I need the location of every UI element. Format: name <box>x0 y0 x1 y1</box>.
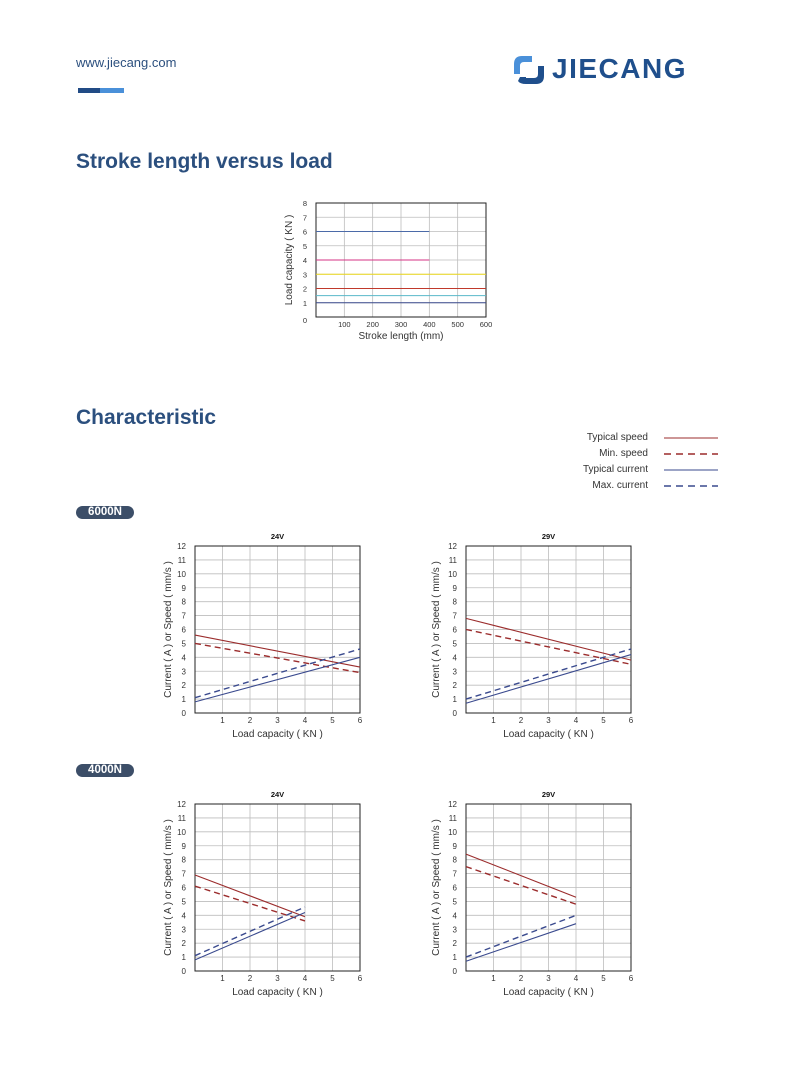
y-tick-label: 1 <box>452 695 457 705</box>
y-tick-label: 8 <box>302 199 307 208</box>
chart-4000n-24v <box>160 786 375 1006</box>
y-tick-label: 4 <box>452 911 457 921</box>
stroke-section-title: Stroke length versus load <box>76 150 333 173</box>
y-tick-label: 4 <box>302 256 307 265</box>
y-axis-label: Current ( A ) or Speed ( mm/s ) <box>163 819 174 956</box>
x-tick-label: 1 <box>220 974 225 983</box>
website-url[interactable]: www.jiecang.com <box>76 55 177 70</box>
legend-label-max-current: Max. current <box>592 480 648 491</box>
y-tick-label: 3 <box>452 925 457 935</box>
x-tick-label: 6 <box>628 974 634 983</box>
y-tick-label: 12 <box>177 542 186 551</box>
y-tick-label: 6 <box>302 227 307 237</box>
y-tick-label: 8 <box>181 597 186 607</box>
y-tick-label: 9 <box>181 841 186 851</box>
y-tick-label: 11 <box>177 813 186 823</box>
x-axis-label: Load capacity ( KN ) <box>503 729 594 740</box>
y-tick-label: 5 <box>452 897 457 907</box>
y-tick-label: 12 <box>177 800 186 809</box>
y-tick-label: 1 <box>302 298 307 308</box>
x-axis-label: Load capacity ( KN ) <box>232 729 323 740</box>
y-tick-label: 11 <box>448 813 457 823</box>
x-tick-label: 1 <box>491 716 496 725</box>
y-tick-label: 8 <box>452 597 457 607</box>
y-tick-label: 0 <box>302 316 307 325</box>
brand-name: JIECANG <box>552 53 687 84</box>
x-tick-label: 4 <box>573 974 579 983</box>
brand-logo <box>512 52 722 88</box>
y-tick-label: 0 <box>181 709 186 718</box>
y-tick-label: 9 <box>452 583 457 593</box>
y-tick-label: 11 <box>177 555 186 565</box>
legend-swatches <box>660 430 722 494</box>
y-tick-label: 6 <box>452 883 457 893</box>
y-tick-label: 1 <box>181 695 186 705</box>
y-tick-label: 2 <box>452 681 457 691</box>
y-tick-label: 10 <box>448 569 457 579</box>
x-tick-label: 3 <box>546 716 551 725</box>
accent-bar-dark <box>78 88 100 93</box>
y-axis-label: Load capacity ( KN ) <box>284 214 295 306</box>
y-tick-label: 4 <box>181 911 186 921</box>
x-tick-label: 5 <box>330 716 335 725</box>
x-tick-label: 1 <box>491 974 496 983</box>
y-tick-label: 1 <box>181 953 186 963</box>
x-tick-label: 2 <box>518 974 524 983</box>
x-tick-label: 3 <box>546 974 551 983</box>
y-tick-label: 8 <box>181 855 186 865</box>
header-accent-bar <box>78 88 124 93</box>
y-tick-label: 8 <box>452 855 457 865</box>
y-tick-label: 0 <box>452 709 457 718</box>
y-tick-label: 0 <box>452 967 457 976</box>
y-axis-label: Current ( A ) or Speed ( mm/s ) <box>431 819 442 956</box>
y-tick-label: 0 <box>181 967 186 976</box>
chart-title: 24V <box>270 532 285 541</box>
y-axis-label: Current ( A ) or Speed ( mm/s ) <box>163 561 174 698</box>
y-axis-label: Current ( A ) or Speed ( mm/s ) <box>431 561 442 698</box>
x-tick-label: 3 <box>275 974 280 983</box>
x-tick-label: 400 <box>423 320 436 329</box>
chart-title: 29V <box>541 790 556 799</box>
x-tick-label: 2 <box>518 716 524 725</box>
x-tick-label: 6 <box>357 974 363 983</box>
y-tick-label: 7 <box>181 869 186 879</box>
accent-bar-light <box>100 88 124 93</box>
x-tick-label: 1 <box>220 716 225 725</box>
y-tick-label: 2 <box>302 284 307 294</box>
x-tick-label: 4 <box>573 716 579 725</box>
y-tick-label: 12 <box>448 800 457 809</box>
y-tick-label: 2 <box>452 939 457 949</box>
chart-4000n-29v <box>428 786 643 1006</box>
legend-label-min-speed: Min. speed <box>599 448 648 459</box>
x-tick-label: 4 <box>302 716 308 725</box>
y-tick-label: 3 <box>302 270 307 280</box>
y-tick-label: 3 <box>452 667 457 677</box>
y-tick-label: 7 <box>452 869 457 879</box>
y-tick-label: 10 <box>448 827 457 837</box>
x-tick-label: 100 <box>338 320 351 329</box>
legend-label-typical-speed: Typical speed <box>586 432 648 443</box>
x-tick-label: 5 <box>330 974 335 983</box>
y-tick-label: 12 <box>448 542 457 551</box>
y-tick-label: 5 <box>302 241 307 251</box>
y-tick-label: 6 <box>181 883 186 893</box>
y-tick-label: 5 <box>181 639 186 649</box>
x-tick-label: 6 <box>628 716 634 725</box>
y-tick-label: 10 <box>177 827 186 837</box>
y-tick-label: 10 <box>177 569 186 579</box>
y-tick-label: 2 <box>181 939 186 949</box>
y-tick-label: 11 <box>448 555 457 565</box>
x-tick-label: 5 <box>601 716 606 725</box>
y-tick-label: 7 <box>181 611 186 621</box>
characteristic-section-title: Characteristic <box>76 406 217 429</box>
y-tick-label: 7 <box>302 213 307 223</box>
y-tick-label: 1 <box>452 953 457 963</box>
x-tick-label: 4 <box>302 974 308 983</box>
y-tick-label: 6 <box>181 625 186 635</box>
chart-title: 24V <box>270 790 285 799</box>
y-tick-label: 3 <box>181 925 186 935</box>
y-tick-label: 2 <box>181 681 186 691</box>
x-axis-label: Load capacity ( KN ) <box>232 987 323 998</box>
badge-6000n: 6000N <box>76 506 134 519</box>
chart-title: 29V <box>541 532 556 541</box>
y-tick-label: 9 <box>452 841 457 851</box>
x-tick-label: 600 <box>479 320 493 329</box>
chart-6000n-29v <box>428 528 643 748</box>
y-tick-label: 4 <box>181 653 186 663</box>
badge-4000n: 4000N <box>76 764 134 777</box>
x-tick-label: 6 <box>357 716 363 725</box>
x-tick-label: 2 <box>247 974 253 983</box>
x-tick-label: 3 <box>275 716 280 725</box>
logo-mark-icon <box>512 53 546 87</box>
y-tick-label: 4 <box>452 653 457 663</box>
y-tick-label: 5 <box>181 897 186 907</box>
x-tick-label: 5 <box>601 974 606 983</box>
y-tick-label: 6 <box>452 625 457 635</box>
x-axis-label: Stroke length (mm) <box>358 331 444 342</box>
x-axis-label: Load capacity ( KN ) <box>503 987 594 998</box>
x-tick-label: 300 <box>394 320 408 329</box>
legend-label-typical-current: Typical current <box>582 464 648 475</box>
chart-stroke-vs-load <box>280 195 500 350</box>
x-tick-label: 500 <box>451 320 464 329</box>
y-tick-label: 7 <box>452 611 457 621</box>
chart-6000n-24v <box>160 528 375 748</box>
x-tick-label: 2 <box>247 716 253 725</box>
x-tick-label: 200 <box>366 320 379 329</box>
y-tick-label: 5 <box>452 639 457 649</box>
y-tick-label: 9 <box>181 583 186 593</box>
y-tick-label: 3 <box>181 667 186 677</box>
